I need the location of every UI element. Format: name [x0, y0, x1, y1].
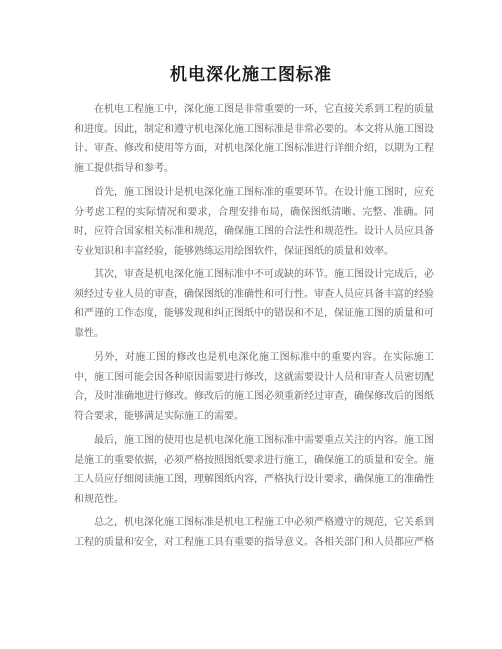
body-paragraph-2: 首先，施工图设计是机电深化施工图标准的重要环节。在设计施工图时，应充分考虑工程的实际情况和要求，合理安排布局，确保图纸清晰、完整、准确。同时，应符合国家相关标准和规范，确保施工图的合法性和规范性。设计人员应具备专业知识和丰富经验，能够熟练运用绘图软件，保证图纸的质量和效率。: [74, 187, 434, 257]
body-paragraph-1: 在机电工程施工中，深化施工图是非常重要的一环，它直接关系到工程的质量和进度。因此，制定和遵守机电深化施工图标准是非常必要的。本文将从施工图设计、审查、修改和使用等方面，对机电深化施工图标准进行详细介绍，以期为工程施工提供指导和参考。: [74, 104, 434, 174]
body-paragraph-4: 另外，对施工图的修改也是机电深化施工图标准中的重要内容。在实际施工中，施工图可能会因各种原因需要进行修改，这就需要设计人员和审查人员密切配合，及时准确地进行修改。修改后的施工图必须重新经过审查，确保修改后的图纸符合要求，能够满足实际施工的需要。: [74, 352, 434, 422]
document-title: 机电深化施工图标准: [170, 65, 332, 85]
body-paragraph-3: 其次，审查是机电深化施工图标准中不可或缺的环节。施工图设计完成后，必须经过专业人员的审查，确保图纸的准确性和可行性。审查人员应具备丰富的经验和严谨的工作态度，能够发现和纠正图纸中的错误和不足，保证施工图的质量和可靠性。: [74, 269, 434, 339]
body-paragraph-5: 最后，施工图的使用也是机电深化施工图标准中需要重点关注的内容。施工图是施工的重要依据，必须严格按照图纸要求进行施工，确保施工的质量和安全。施工人员应仔细阅读施工图，理解图纸内容，严格执行设计要求，确保施工的准确性和规范性。: [74, 435, 434, 505]
body-paragraph-6: 总之，机电深化施工图标准是机电工程施工中必须严格遵守的规范，它关系到工程的质量和安全，对工程施工具有重要的指导意义。各相关部门和人员都应严格: [74, 517, 434, 548]
